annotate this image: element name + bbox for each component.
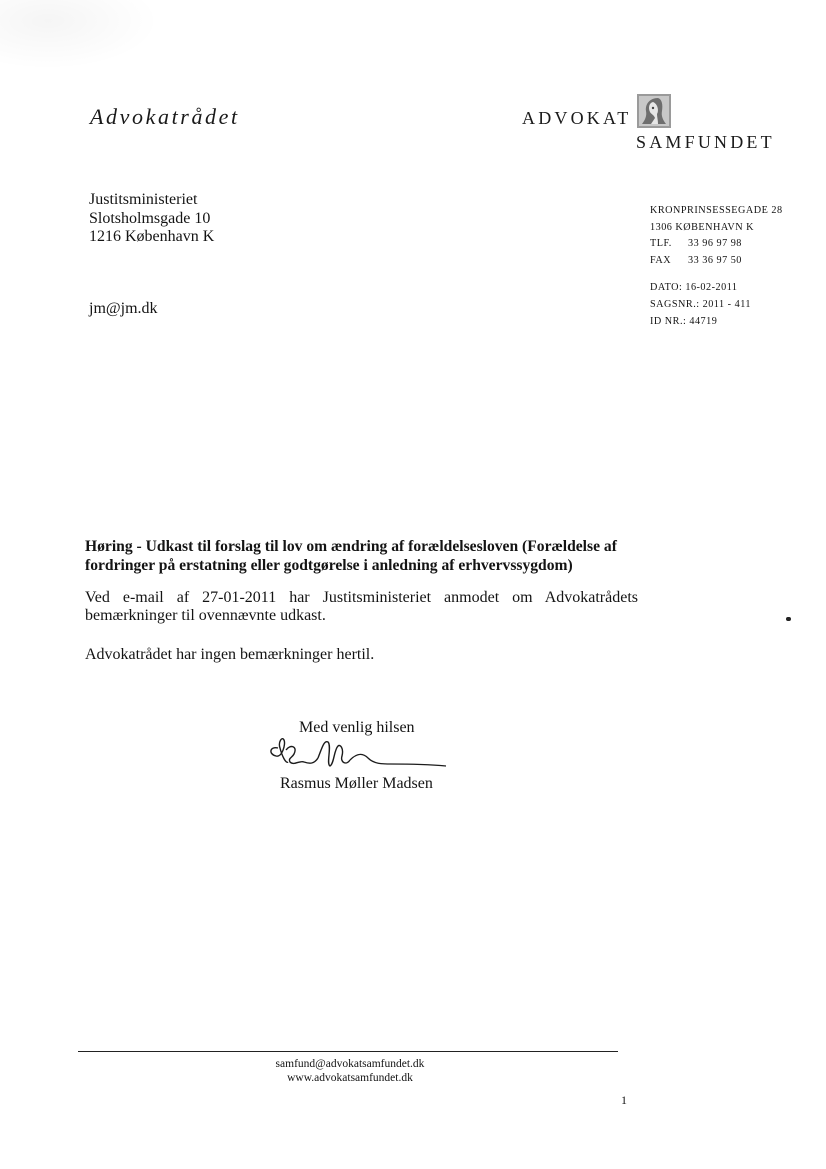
footer-email: samfund@advokatsamfundet.dk [275,1058,425,1070]
letter-date: DATO: 16-02-2011 [650,282,738,294]
advokatsamfundet-logo-text-top: ADVOKAT [522,108,632,128]
advokatsamfundet-logo-icon [636,93,672,129]
sender-spacer [650,269,783,280]
signer-name: Rasmus Møller Madsen [280,775,433,792]
scan-smudge [0,0,160,70]
sender-fax-row [650,253,783,270]
sender-street: KRONPRINSESSEGADE 28 [650,205,783,216]
scan-dot [786,617,791,621]
id-number: ID NR.: 44719 [650,315,718,327]
sender-info-block [650,203,783,330]
recipient-email: jm@jm.dk [89,300,158,317]
footer-divider [78,1051,618,1052]
advokatraadet-heading: Advokatrådet [90,104,240,129]
page-number: 1 [621,1093,627,1107]
letter-subject: Høring - Udkast til forslag til lov om ændring af forældelsesloven (Forældelse af fordringer på erstatning eller godtgørelse i anledning af erhvervssygdom) [85,538,617,574]
phone-number: 33 96 97 98 [688,238,742,250]
sender-phone-row [650,236,783,253]
fax-label: FAX [650,254,672,266]
fax-number: 33 36 97 50 [688,254,742,266]
recipient-city: 1216 København K [89,228,215,245]
recipient-address [89,191,214,247]
closing-greeting: Med venlig hilsen [299,719,415,736]
body-paragraph-2: Advokatrådet har ingen bemærkninger hertil. [85,646,375,663]
case-number: SAGSNR.: 2011 - 411 [650,298,752,310]
phone-label: TLF. [650,238,672,250]
advokatsamfundet-logo-text-bottom: SAMFUNDET [636,132,775,152]
recipient-name: Justitsministeriet [89,191,198,208]
sender-city: 1306 KØBENHAVN K [650,221,755,233]
footer-website: www.advokatsamfundet.dk [287,1072,413,1084]
recipient-street: Slotsholmsgade 10 [89,209,211,227]
body-paragraph-1: Ved e-mail af 27-01-2011 har Justitsministeriet anmodet om Advokatrådets bemærkninger til ovennævnte udkast. [85,589,638,624]
